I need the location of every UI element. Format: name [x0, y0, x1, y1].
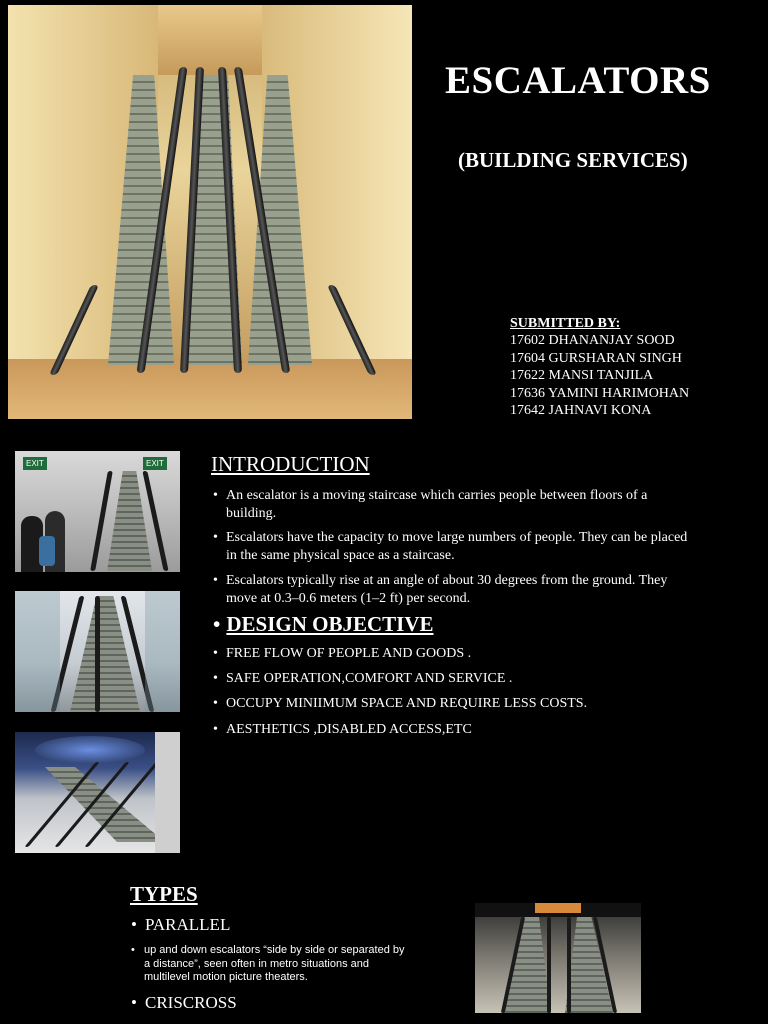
- member-name: 17642 JAHNAVI KONA: [510, 403, 652, 419]
- type-parallel: • PARALLEL: [131, 915, 231, 934]
- design-item: • AESTHETICS ,DISABLED ACCESS,ETC: [213, 722, 472, 737]
- member-name: 17636 YAMINI HARIMOHAN: [510, 385, 690, 401]
- intro-bullet: • An escalator is a moving staircase which carries people between floors of a building.: [213, 488, 648, 521]
- member-name: 17602 DHANANJAY SOOD: [510, 333, 675, 349]
- member-name: 17604 GURSHARAN SINGH: [510, 350, 682, 366]
- design-objective-heading: • DESIGN OBJECTIVE: [213, 612, 434, 636]
- slide-title: ESCALATORS: [445, 59, 711, 102]
- submitted-by-heading: SUBMITTED BY:: [510, 316, 621, 331]
- design-item: • FREE FLOW OF PEOPLE AND GOODS .: [213, 646, 472, 661]
- parallel-escalators-image: [475, 903, 641, 1013]
- design-item: • SAFE OPERATION,COMFORT AND SERVICE .: [213, 671, 513, 686]
- submitted-by-block: [510, 315, 689, 419]
- glass-escalator-image: [15, 591, 180, 712]
- type-criscross: • CRISCROSS: [131, 993, 237, 1012]
- intro-bullet: • Escalators have the capacity to move large numbers of people. They can be placed in the same physical space as a staircase.: [213, 530, 688, 563]
- types-heading: TYPES: [130, 882, 198, 906]
- design-item: • OCCUPY MINIIMUM SPACE AND REQUIRE LESS COSTS.: [213, 696, 588, 711]
- member-name: 17622 MANSI TANJILA: [510, 368, 654, 384]
- slide-subtitle: (BUILDING SERVICES): [458, 148, 688, 172]
- intro-bullet: • Escalators typically rise at an angle of about 30 degrees from the ground. They move at 0.3–0.6 meters (1–2 ft) per second.: [213, 573, 668, 606]
- introduction-heading: INTRODUCTION: [211, 452, 370, 476]
- mall-escalators-image: [15, 732, 180, 853]
- parallel-description: • up and down escalators “side by side or separated by a distance”, seen often in metro situations and multilevel motion picture theaters.: [131, 944, 405, 983]
- hero-escalator-image: [8, 5, 412, 419]
- station-stairs-image: EXIT EXIT: [15, 451, 180, 572]
